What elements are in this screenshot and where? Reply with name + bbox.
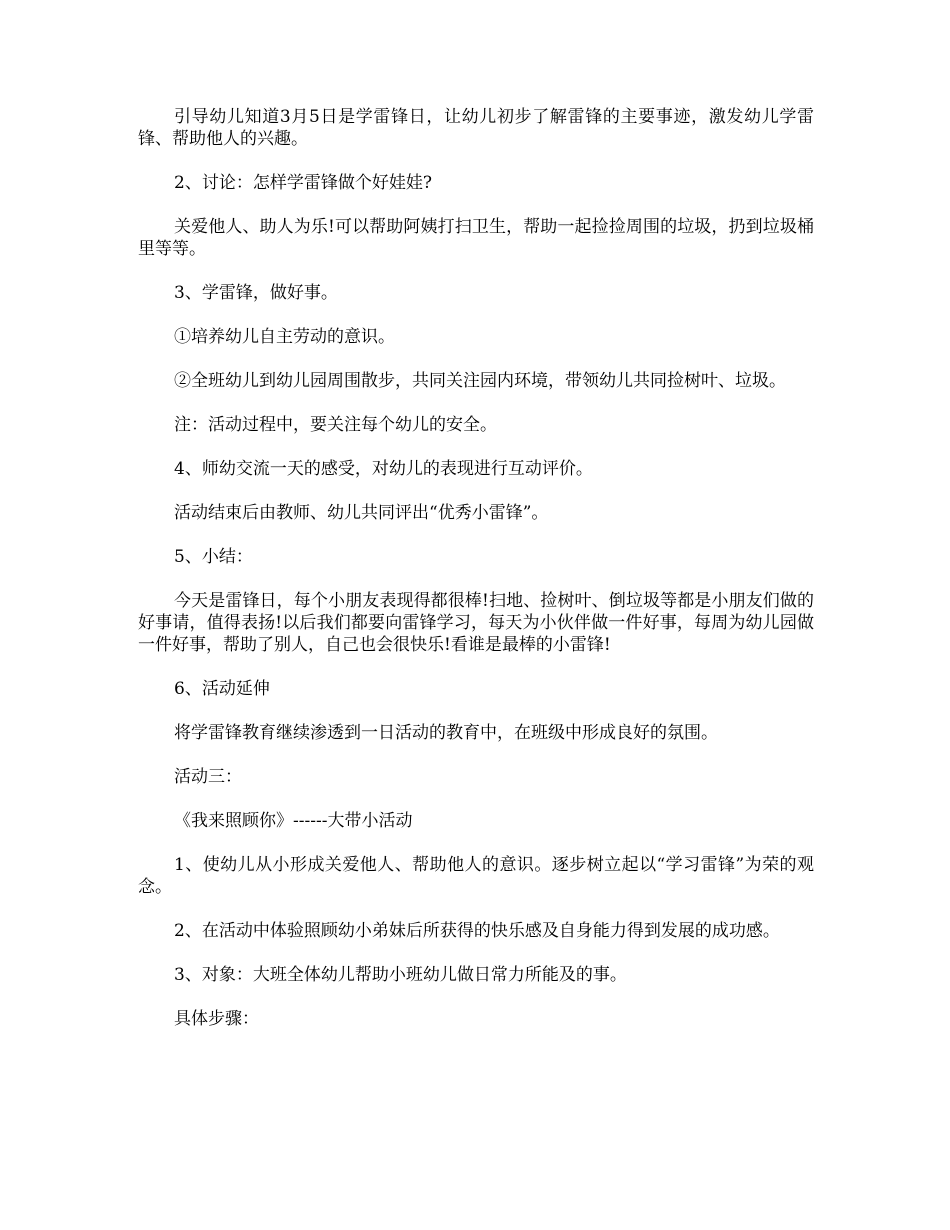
paragraph-discussion-body: 关爱他人、助人为乐!可以帮助阿姨打扫卫生，帮助一起捡捡周围的垃圾，扔到垃圾桶里等等。 <box>138 217 814 259</box>
paragraph-good-deeds-heading: 3、学雷锋，做好事。 <box>174 283 338 303</box>
paragraph-safety-note: 注：活动过程中，要关注每个幼儿的安全。 <box>174 415 497 435</box>
paragraph-step-2: ②全班幼儿到幼儿园周围散步，共同关注园内环境，带领幼儿共同捡树叶、垃圾。 <box>174 371 786 391</box>
paragraph-activity-three: 活动三： <box>174 767 242 787</box>
paragraph-step-1: ①培养幼儿自主劳动的意识。 <box>174 327 395 347</box>
paragraph-activity-title: 《我来照顾你》------大带小活动 <box>174 811 413 831</box>
paragraph-goal-2: 2、在活动中体验照顾幼小弟妹后所获得的快乐感及自身能力得到发展的成功感。 <box>174 921 780 941</box>
paragraph-extension-body: 将学雷锋教育继续渗透到一日活动的教育中，在班级中形成良好的氛围。 <box>174 723 718 743</box>
paragraph-intro: 引导幼儿知道3月5日是学雷锋日，让幼儿初步了解雷锋的主要事迹，激发幼儿学雷锋、帮助他人的兴趣。 <box>138 107 814 149</box>
paragraph-goal-1: 1、使幼儿从小形成关爱他人、帮助他人的意识。逐步树立起以“学习雷锋”为荣的观念。 <box>138 855 814 897</box>
document-body <box>138 106 814 1052</box>
paragraph-discussion-heading: 2、讨论：怎样学雷锋做个好娃娃? <box>174 173 432 193</box>
paragraph-summary-heading: 5、小结： <box>174 547 253 567</box>
paragraph-award: 活动结束后由教师、幼儿共同评出“优秀小雷锋”。 <box>174 503 549 523</box>
paragraph-target: 3、对象：大班全体幼儿帮助小班幼儿做日常力所能及的事。 <box>174 965 627 985</box>
paragraph-exchange: 4、师幼交流一天的感受，对幼儿的表现进行互动评价。 <box>174 459 593 479</box>
paragraph-steps-heading: 具体步骤： <box>174 1009 259 1029</box>
paragraph-extension-heading: 6、活动延伸 <box>174 679 270 699</box>
paragraph-summary-body: 今天是雷锋日，每个小朋友表现得都很棒!扫地、捡树叶、倒垃圾等都是小朋友们做的好事请，值得表扬!以后我们都要向雷锋学习，每天为小伙伴做一件好事，每周为幼儿园做一件好事，帮助了别人，自己也会很快乐!看谁是最棒的小雷锋! <box>138 591 814 655</box>
